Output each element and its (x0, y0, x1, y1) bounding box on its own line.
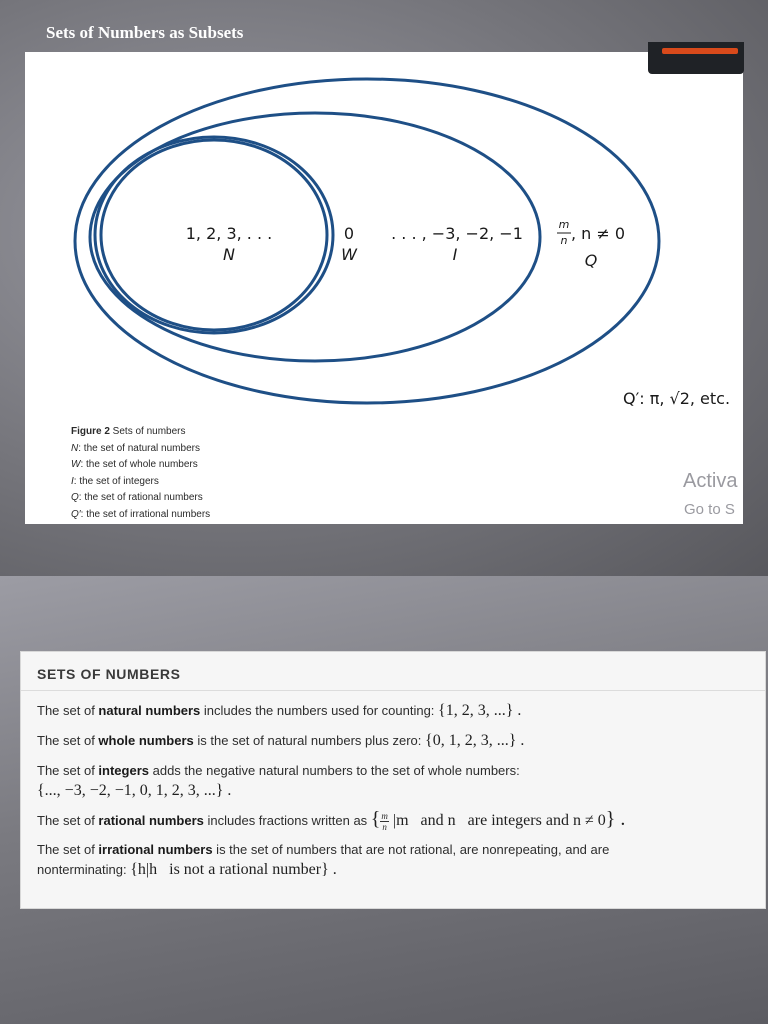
caption-figure-label: Figure 2 (71, 426, 110, 437)
term-whole-numbers: whole numbers (98, 733, 194, 748)
para-text: is the set of numbers that are not rational, are nonrepeating, and are (212, 842, 610, 858)
fraction-denominator: n (382, 822, 387, 833)
caption-figure-text: Sets of numbers (109, 426, 186, 437)
integer-values: . . . , −3, −2, −1 (391, 224, 523, 243)
natural-set-notation: {1, 2, 3, ...} . (438, 702, 522, 719)
rational-frac-den: n (560, 234, 568, 247)
rational-condition: , n ≠ 0 (571, 224, 626, 243)
para-text: is the set of natural numbers plus zero: (193, 733, 426, 748)
caption-text: : the set of integers (73, 475, 159, 487)
integer-symbol: I (452, 245, 458, 264)
slide-title: Sets of Numbers as Subsets (46, 23, 244, 42)
caption-row (71, 457, 210, 474)
caption-title-row (71, 424, 210, 441)
fraction-m-over-n (380, 811, 389, 832)
integers-paragraph (21, 761, 765, 801)
whole-set-notation: {0, 1, 2, 3, ...} . (425, 732, 525, 749)
rational-symbol: Q (584, 251, 598, 270)
term-rational-numbers: rational numbers (98, 813, 204, 828)
para-text: nonterminating: (37, 862, 131, 878)
term-irrational-numbers: irrational numbers (98, 842, 213, 858)
slide-2 (0, 576, 768, 1024)
rational-numbers-paragraph (21, 809, 765, 832)
term-natural-numbers: natural numbers (98, 703, 201, 718)
para-text: includes fractions written as (203, 813, 371, 828)
sets-of-numbers-panel (20, 651, 766, 909)
irrational-label: Q′: π, √2, etc. (623, 389, 731, 408)
whole-values: 0 (343, 224, 355, 243)
caption-symbol: I (71, 475, 74, 487)
para-text: The set of (37, 703, 99, 718)
caption-symbol: Q (71, 492, 79, 503)
natural-numbers-paragraph (21, 701, 765, 721)
activate-windows-watermark: Activa (683, 470, 738, 492)
term-integers: integers (98, 763, 149, 778)
caption-text: : the set of natural numbers (78, 442, 200, 454)
caption-symbol: N (71, 442, 79, 454)
natural-values: 1, 2, 3, . . . (185, 224, 273, 243)
caption-text: : the set of whole numbers (80, 459, 198, 470)
para-text: The set of (37, 813, 99, 828)
caption-row (71, 490, 210, 507)
caption-text: : the set of irrational numbers (80, 508, 211, 520)
overlay-accent-bar (662, 48, 738, 54)
rational-frac-num: m (558, 218, 570, 231)
figure-caption (71, 424, 210, 523)
caption-row (71, 507, 210, 524)
whole-numbers-paragraph (21, 731, 765, 751)
caption-symbol: Q′ (71, 508, 81, 520)
para-text: includes the numbers used for counting: (200, 703, 439, 718)
set-brace-open: { (370, 808, 381, 830)
rational-set-condition: |m and n are integers and n ≠ 0 (388, 812, 606, 829)
para-text: The set of (37, 842, 99, 858)
para-text: The set of (37, 763, 99, 778)
integer-set-notation: {..., −3, −2, −1, 0, 1, 2, 3, ...} . (37, 782, 232, 799)
video-overlay-corner (648, 42, 744, 74)
para-text: adds the negative natural numbers to the set of whole numbers: (149, 763, 520, 778)
activate-windows-subtext: Go to S (684, 501, 735, 518)
natural-symbol: N (223, 245, 235, 264)
figure-panel (25, 52, 743, 524)
irrational-numbers-paragraph (21, 840, 765, 880)
whole-symbol: W (341, 245, 357, 264)
caption-symbol: W (71, 459, 81, 470)
panel-heading: SETS OF NUMBERS (21, 652, 765, 691)
caption-row (71, 441, 210, 458)
caption-text: : the set of rational numbers (78, 492, 203, 503)
fraction-numerator: m (381, 811, 388, 822)
irrational-set-notation: {h|h is not a rational number} . (130, 861, 337, 879)
para-text: The set of (37, 733, 99, 748)
caption-row (71, 474, 210, 491)
set-brace-close: } . (605, 808, 626, 830)
